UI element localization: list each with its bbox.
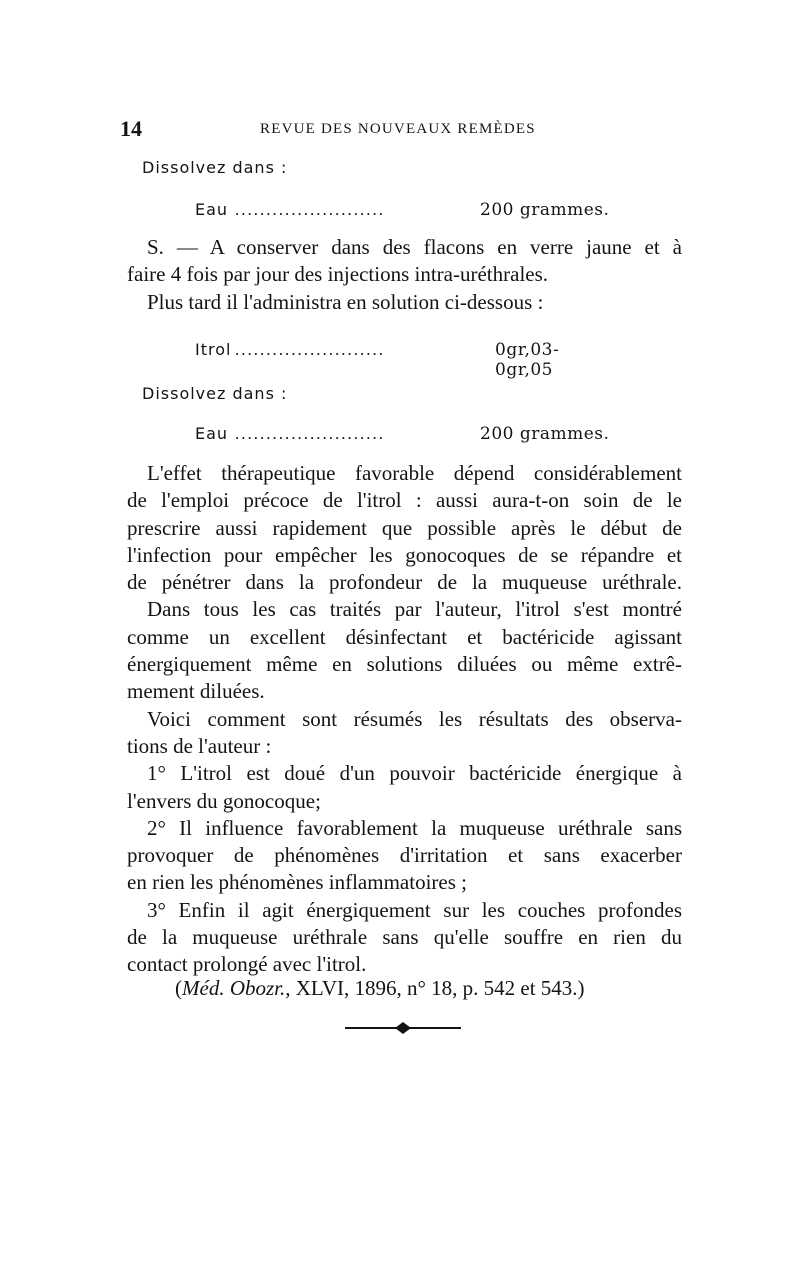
text-line: L'effet thérapeutique favorable dépend considérablement xyxy=(147,461,682,485)
formula-eau-1 xyxy=(195,200,610,228)
paragraph-instructions xyxy=(127,234,682,316)
running-head: REVUE DES NOUVEAUX REMÈDES xyxy=(260,121,536,137)
text-line: Voici comment sont résumés les résultats des observa- xyxy=(147,706,682,731)
citation-details: , XLVI, 1896, n° 18, p. 542 et 543.) xyxy=(285,976,585,1000)
formula-itrol xyxy=(195,340,610,380)
text-line: S. — A conserver dans des flacons en verre jaune et à xyxy=(147,235,682,259)
text-line: 3° Enfin il agit énergiquement sur les couches profondes xyxy=(147,897,682,922)
dissolve-label-1: Dissolvez dans : xyxy=(142,158,288,177)
page-number: 14 xyxy=(120,116,142,141)
formula-leader-dots: ........................ xyxy=(235,424,385,443)
formula-eau-2 xyxy=(195,424,610,452)
formula-name: Eau xyxy=(195,424,229,443)
dissolve-label-2: Dissolvez dans : xyxy=(142,384,288,403)
text-line: 1° L'itrol est doué d'un pouvoir bactéricide énergique à xyxy=(147,761,682,786)
text-line: de la muqueuse uréthrale sans qu'elle souffre en rien du xyxy=(127,925,682,950)
text-line: prescrire aussi rapidement que possible après le début de xyxy=(127,515,682,540)
page-header xyxy=(120,116,680,146)
body-text xyxy=(127,460,682,979)
formula-name: Eau xyxy=(195,200,229,219)
citation xyxy=(175,976,585,1001)
text-line: contact prolongé avec l'itrol. xyxy=(127,952,367,977)
text-line: Dans tous les cas traités par l'auteur, l'itrol s'est montré xyxy=(147,597,682,622)
text-line: Plus tard il l'administra en solution ci-dessous : xyxy=(147,289,544,314)
text-line: de pénétrer dans la profondeur de la muqueuse uréthrale. xyxy=(127,570,682,595)
formula-leader-dots: ........................ xyxy=(235,340,385,359)
formula-quantity: 0gr,03-0gr,05 xyxy=(495,340,560,380)
formula-name: Itrol xyxy=(195,340,232,359)
formula-quantity: 200 grammes. xyxy=(480,424,610,444)
text-line: tions de l'auteur : xyxy=(127,733,272,758)
text-line: de l'emploi précoce de l'itrol : aussi aura-t-on soin de le xyxy=(127,488,682,513)
rule-with-diamond-icon xyxy=(345,1020,461,1036)
text-line: l'envers du gonocoque; xyxy=(127,788,321,813)
text-line: provoquer de phénomènes d'irritation et sans exacerber xyxy=(127,843,682,868)
formula-leader-dots: ........................ xyxy=(235,200,385,219)
text-line: l'infection pour empêcher les gonocoques de se répandre et xyxy=(127,542,682,567)
citation-open: ( xyxy=(175,976,182,1000)
text-line: énergiquement même en solutions diluées ou même extrê- xyxy=(127,652,682,677)
citation-journal: Méd. Obozr. xyxy=(182,976,286,1000)
text-line: faire 4 fois par jour des injections intra-uréthrales. xyxy=(127,262,549,287)
text-line: en rien les phénomènes inflammatoires ; xyxy=(127,870,467,895)
text-line: 2° Il influence favorablement la muqueuse uréthrale sans xyxy=(147,815,682,840)
text-line: mement diluées. xyxy=(127,679,265,704)
text-line: comme un excellent désinfectant et bactéricide agissant xyxy=(127,624,682,649)
formula-quantity: 200 grammes. xyxy=(480,200,610,220)
